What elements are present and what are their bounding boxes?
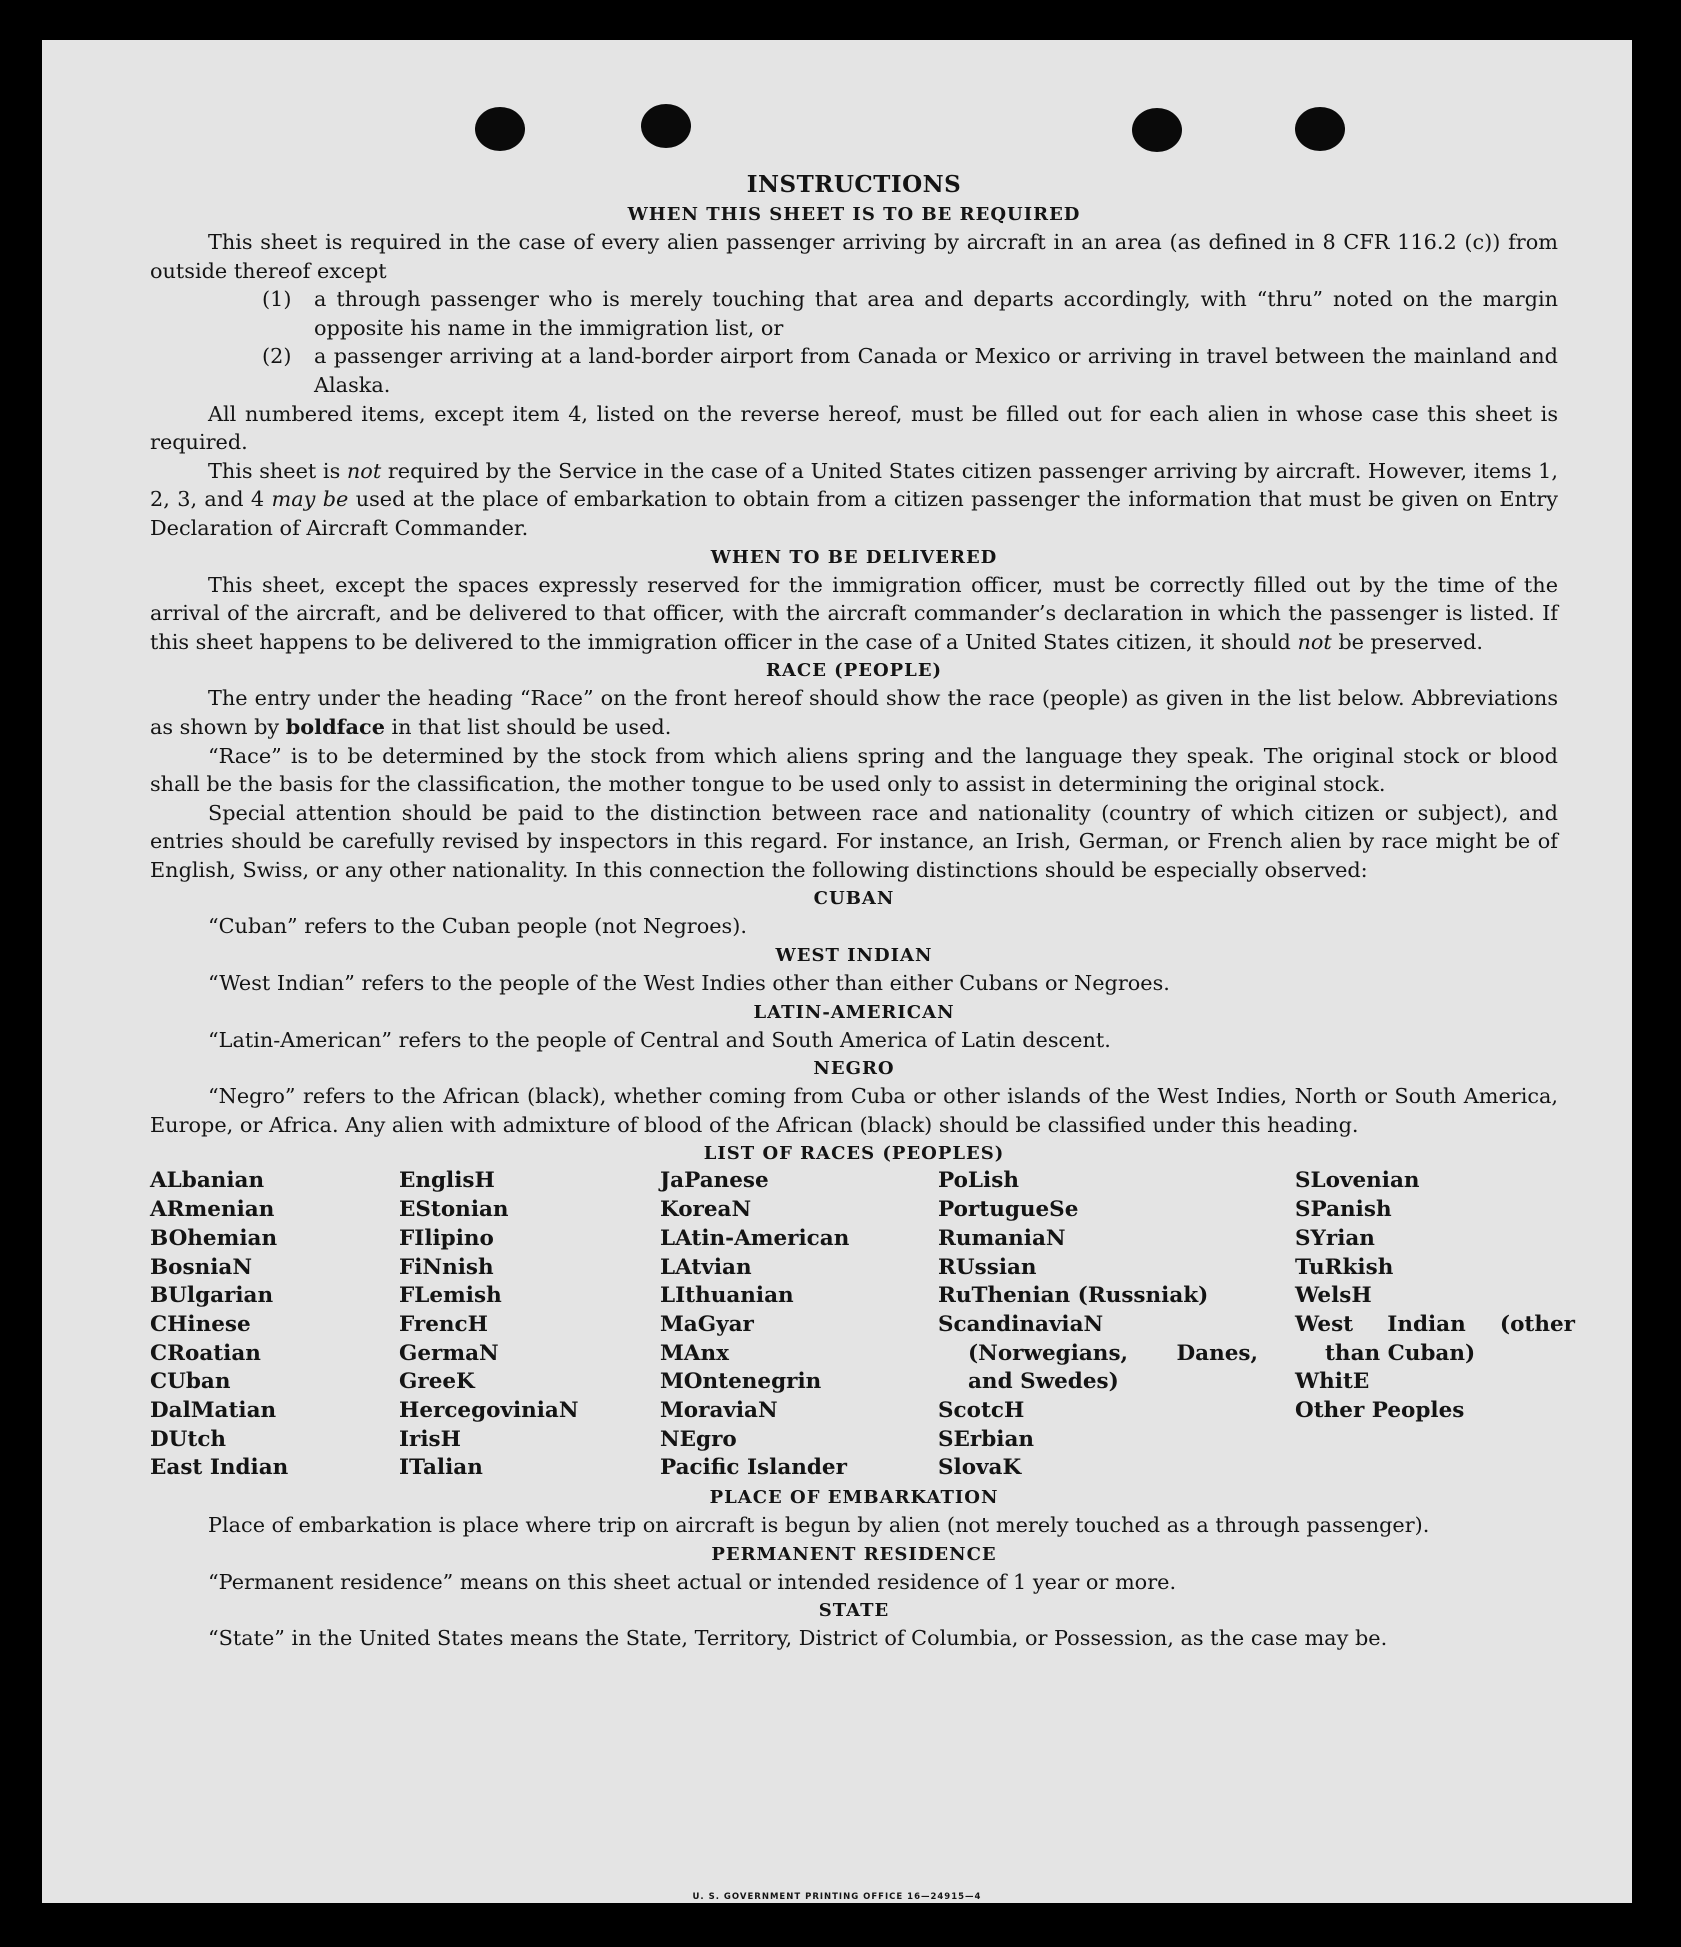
race-column <box>660 1167 938 1483</box>
race-entry: CRoatian <box>150 1340 261 1366</box>
paragraph: All numbered items, except item 4, listed on the reverse hereof, must be filled out for each alien in whose case this sheet is required. <box>150 401 1558 455</box>
punch-hole <box>475 107 525 151</box>
paragraph: Special attention should be paid to the distinction between race and nationality (country of which citizen or subject), and entries should be carefully revised by inspectors in this regard. For instance, an Irish, German, or French alien by race might be of English, Swiss, or any other nationality. In this connection the following distinctions should be especially observed: <box>150 800 1558 882</box>
race-entry: RUssian <box>938 1254 1037 1280</box>
race-entry: BOhemian <box>150 1225 278 1251</box>
bold-word: boldface <box>285 713 385 739</box>
race-entry: SlovaK <box>938 1455 1022 1481</box>
item-number: (2) <box>262 344 292 369</box>
race-entry: WelsH <box>1295 1283 1372 1309</box>
race-entry: ARmenian <box>150 1197 275 1223</box>
race-entry: PortugueSe <box>938 1197 1079 1223</box>
race-entry: West Indian (other than Cuban) <box>1295 1311 1575 1366</box>
text-run: The entry under the heading “Race” on the front hereof should show the race (people) as given in the list below. Abbreviations as shown by <box>150 686 1558 739</box>
text-run: required by the Service in the case of a United States citizen passenger arriving by aircraft. However, items 1, 2, 3, and 4 <box>150 458 1558 512</box>
race-entry: Other Peoples <box>1295 1398 1465 1424</box>
punch-hole <box>1132 108 1182 152</box>
race-entry: TuRkish <box>1295 1254 1394 1280</box>
race-entry: EnglisH <box>399 1168 495 1194</box>
race-entry: SYrian <box>1295 1225 1375 1251</box>
heading-west-indian: WEST INDIAN <box>775 945 933 967</box>
form-sheet <box>42 40 1632 1903</box>
race-entry: EStonian <box>399 1197 509 1223</box>
race-entry: RuThenian (Russniak) <box>938 1283 1209 1309</box>
text-run: in that list should be used. <box>384 714 672 739</box>
race-entry: ALbanian <box>150 1168 265 1194</box>
heading-when-required: WHEN THIS SHEET IS TO BE REQUIRED <box>627 204 1081 225</box>
printer-footer: U. S. GOVERNMENT PRINTING OFFICE 16—24915—4 <box>692 1892 982 1902</box>
race-entry: ScotcH <box>938 1398 1025 1424</box>
race-entry: NEgro <box>660 1426 737 1452</box>
instructions-body <box>150 170 1575 1653</box>
race-entry: FIlipino <box>399 1225 494 1251</box>
race-entry: SPanish <box>1295 1197 1392 1223</box>
race-entry: DUtch <box>150 1426 227 1452</box>
item-text: a through passenger who is merely touching that area and departs accordingly, with “thru” noted on the margin opposite his name in the immigration list, or <box>314 287 1558 340</box>
race-entry: DalMatian <box>150 1398 277 1424</box>
race-entry: GreeK <box>399 1369 475 1395</box>
race-entry: BosniaN <box>150 1254 252 1280</box>
race-entry: SLovenian <box>1295 1168 1420 1194</box>
paragraph: “Latin-American” refers to the people of Central and South America of Latin descent. <box>208 1027 1111 1052</box>
race-entry: CUban <box>150 1369 231 1395</box>
numbered-item <box>150 285 1558 342</box>
race-entry: LAtin-American <box>660 1225 850 1251</box>
heading-cuban: CUBAN <box>813 888 895 910</box>
numbered-item <box>150 342 1558 399</box>
race-entry: ITalian <box>399 1455 483 1481</box>
heading-negro: NEGRO <box>813 1058 895 1080</box>
race-entry: ScandinaviaN (Norwegians, Danes, and Swedes) <box>938 1311 1258 1395</box>
emphasis: not <box>346 458 382 483</box>
race-entry: SErbian <box>938 1426 1035 1452</box>
paragraph: “Cuban” refers to the Cuban people (not Negroes). <box>208 914 747 939</box>
emphasis: may be <box>271 487 349 512</box>
heading-place-of-embarkation: PLACE OF EMBARKATION <box>709 1487 999 1509</box>
heading-latin-american: LATIN-AMERICAN <box>753 1001 955 1023</box>
paragraph <box>150 684 1558 741</box>
heading-list-of-races: LIST OF RACES (PEOPLES) <box>703 1143 1005 1165</box>
race-entry: FrencH <box>399 1311 488 1337</box>
paragraph: “State” in the United States means the State, Territory, District of Columbia, or Possession, as the case may be. <box>208 1626 1388 1651</box>
race-column <box>399 1167 660 1483</box>
heading-state: STATE <box>818 1600 890 1622</box>
paragraph: Place of embarkation is place where trip on aircraft is begun by alien (not merely touched as a through passenger). <box>208 1513 1430 1538</box>
race-column <box>150 1167 399 1483</box>
text-run: This sheet, except the spaces expressly reserved for the immigration officer, must be correctly filled out by the time of the arrival of the aircraft, and be delivered to that officer, with the aircraft commander’s declaration in which the passenger is listed. If this sheet happens to be delivered to the immigration officer in the case of a United States citizen, it should <box>150 572 1558 654</box>
paragraph: This sheet is required in the case of every alien passenger arriving by aircraft in an area (as defined in 8 CFR 116.2 (c)) from outside thereof except <box>150 230 1558 283</box>
race-entry: FiNnish <box>399 1254 494 1280</box>
race-entry: JaPanese <box>660 1168 769 1194</box>
item-text: a passenger arriving at a land-border airport from Canada or Mexico or arriving in travel between the mainland and Alaska. <box>314 344 1558 397</box>
race-list <box>150 1167 1575 1483</box>
paragraph <box>150 571 1558 657</box>
paragraph: “West Indian” refers to the people of the West Indies other than either Cubans or Negroes. <box>208 971 1170 996</box>
race-entry: MaGyar <box>660 1311 754 1337</box>
race-entry: WhitE <box>1295 1369 1370 1395</box>
text-run: used at the place of embarkation to obtain from a citizen passenger the information that must be given on Entry Declaration of Aircraft Commander. <box>150 487 1558 540</box>
race-column <box>938 1167 1295 1483</box>
race-entry: CHinese <box>150 1311 251 1337</box>
paragraph: “Race” is to be determined by the stock from which aliens spring and the language they speak. The original stock or blood shall be the basis for the classification, the mother tongue to be used only to assist in determining the original stock. <box>150 743 1558 797</box>
paragraph <box>150 457 1558 543</box>
race-entry: KoreaN <box>660 1197 752 1223</box>
race-entry: LAtvian <box>660 1254 752 1280</box>
heading-when-delivered: WHEN TO BE DELIVERED <box>710 546 998 568</box>
race-entry: IrisH <box>399 1426 461 1452</box>
race-entry: BUlgarian <box>150 1283 274 1309</box>
race-entry: MoraviaN <box>660 1398 778 1424</box>
race-entry: MOntenegrin <box>660 1369 822 1395</box>
race-entry: RumaniaN <box>938 1225 1066 1251</box>
race-entry: East Indian <box>150 1455 289 1481</box>
punch-hole <box>641 104 691 148</box>
race-entry: GermaN <box>399 1340 499 1366</box>
text-run: be preserved. <box>1331 629 1484 654</box>
punch-hole <box>1295 107 1345 151</box>
emphasis: not <box>1297 629 1332 654</box>
race-entry: FLemish <box>399 1283 502 1309</box>
race-column <box>1295 1167 1575 1483</box>
race-entry: LIthuanian <box>660 1283 794 1309</box>
race-entry: HercegoviniaN <box>399 1398 579 1424</box>
item-number: (1) <box>262 287 292 312</box>
page-title: INSTRUCTIONS <box>746 171 962 198</box>
race-entry: MAnx <box>660 1340 729 1366</box>
heading-permanent-residence: PERMANENT RESIDENCE <box>711 1543 997 1565</box>
paragraph: “Negro” refers to the African (black), whether coming from Cuba or other islands of the West Indies, North or South America, Europe, or Africa. Any alien with admixture of blood of the African (black) should be classified under this heading. <box>150 1084 1558 1137</box>
race-entry: Pacific Islander <box>660 1455 847 1481</box>
paragraph: “Permanent residence” means on this sheet actual or intended residence of 1 year or more. <box>208 1569 1177 1594</box>
race-entry: PoLish <box>938 1168 1019 1194</box>
heading-race: RACE (PEOPLE) <box>765 660 943 682</box>
text-run: This sheet is <box>208 458 347 483</box>
